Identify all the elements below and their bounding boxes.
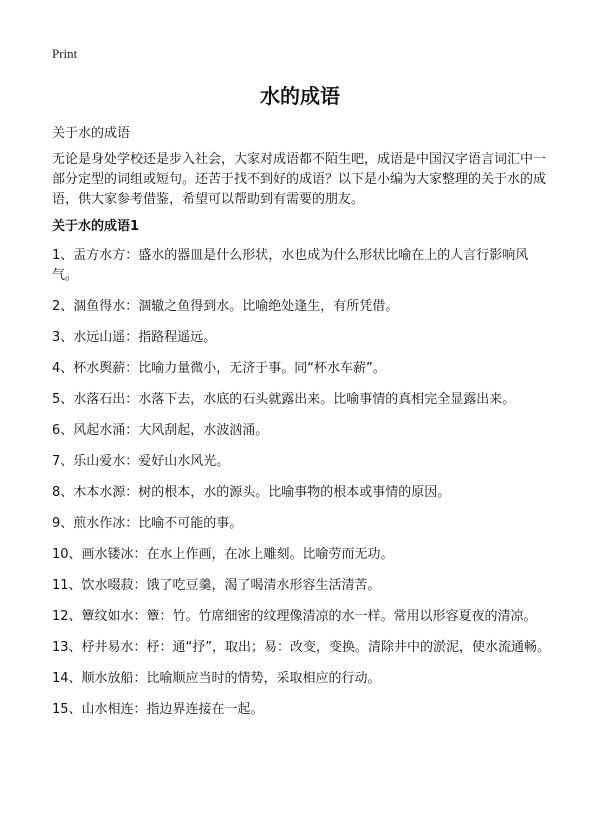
print-label: Print [52, 46, 78, 61]
idiom-item: 5、水落石出：水落下去，水底的石头就露出来。比喻事情的真相完全显露出来。 [52, 392, 516, 407]
idiom-item: 7、乐山爱水：爱好山水风光。 [52, 454, 230, 469]
intro-paragraph: 无论是身处学校还是步入社会，大家对成语都不陌生吧，成语是中国汉字语言词汇中一部分定型的词组或短句。还苦于找不到好的成语？以下是小编为大家整理的关于水的成语，供大家参考借鉴，希望可以帮助到有需要的朋友。 [52, 152, 547, 207]
idiom-item: 1、盂方水方：盛水的器皿是什么形状，水也成为什么形状比喻在上的人言行影响风气。 [52, 248, 529, 283]
idiom-item: 6、风起水涌：大风刮起，水波汹涌。 [52, 423, 269, 438]
idiom-item: 14、顺水放船：比喻顺应当时的情势，采取相应的行动。 [52, 671, 381, 686]
idiom-item: 10、画水镂冰：在水上作画，在冰上雕刻。比喻劳而无功。 [52, 547, 394, 562]
idiom-list [52, 246, 552, 731]
idiom-item: 13、杼井易水：杼：通“抒”，取出；易：改变，变换。清除井中的淤泥，使水流通畅。 [52, 640, 551, 655]
subtitle: 关于水的成语 [52, 126, 131, 141]
idiom-item: 12、簟纹如水：簟：竹。竹席细密的纹理像清凉的水一样。常用以形容夏夜的清凉。 [52, 609, 537, 624]
idiom-item: 4、杯水舆薪：比喻力量微小，无济于事。同“杯水车薪”。 [52, 361, 386, 376]
idiom-item: 2、涸鱼得水：涸辙之鱼得到水。比喻绝处逢生，有所凭借。 [52, 299, 399, 314]
idiom-item: 3、水远山遥：指路程遥远。 [52, 330, 217, 345]
idiom-item: 8、木本水源：树的根本，水的源头。比喻事物的根本或事情的原因。 [52, 485, 451, 500]
idiom-item: 11、饮水啜菽：饿了吃豆羹，渴了喝清水形容生活清苦。 [52, 578, 381, 593]
page-title: 水的成语 [260, 84, 340, 108]
idiom-item: 15、山水相连：指边界连接在一起。 [52, 702, 264, 717]
section-heading: 关于水的成语1 [52, 219, 140, 234]
idiom-item: 9、煎水作冰：比喻不可能的事。 [52, 516, 243, 531]
